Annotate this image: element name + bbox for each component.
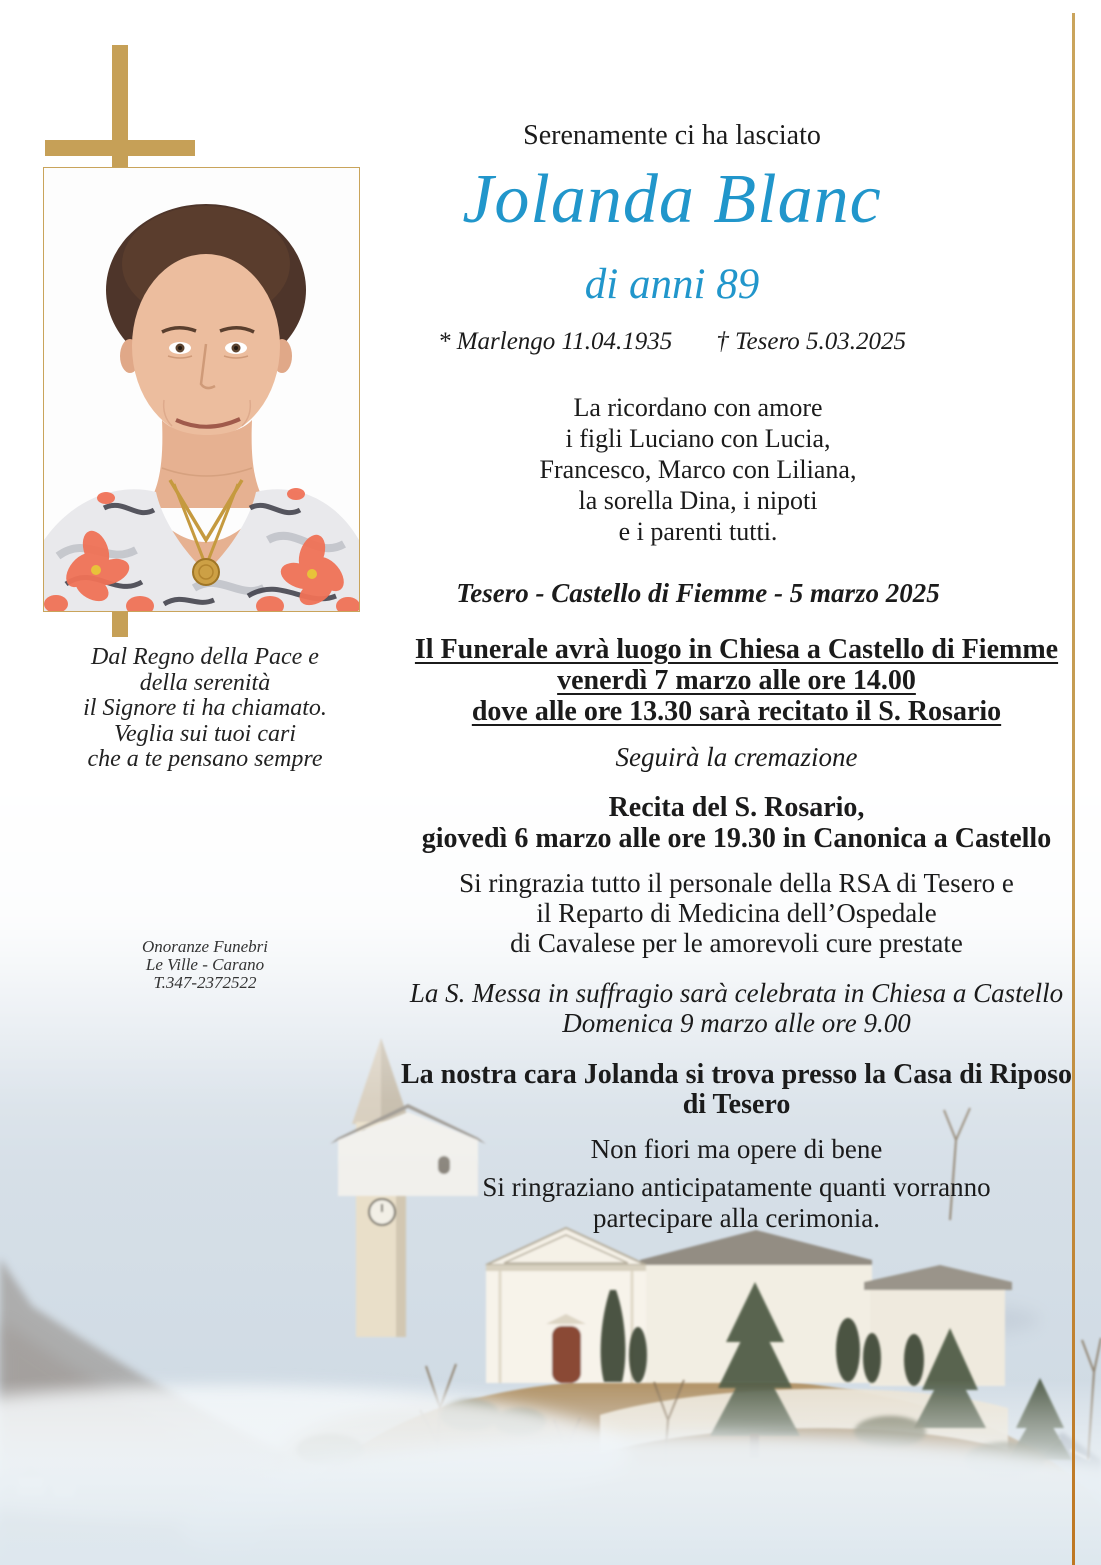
death-date: † Tesero 5.03.2025 <box>716 328 907 355</box>
participation-paragraph <box>400 1172 1073 1234</box>
mass-details <box>400 978 1073 1038</box>
mass-line: La S. Messa in suffragio sarà celebrata in Chiesa a Castello <box>409 978 1064 1008</box>
participation-line: partecipare alla cerimonia. <box>592 1203 881 1233</box>
funeral-home-location: Le Ville - Carano <box>145 955 265 974</box>
verse-line: Veglia sui tuoi cari <box>114 720 296 747</box>
verse-line: che a te pensano sempre <box>87 746 323 772</box>
funeral-details <box>400 634 1073 727</box>
mass-line: Domenica 9 marzo alle ore 9.00 <box>562 1008 911 1038</box>
funeral-home-name: Onoranze Funebri <box>141 937 269 956</box>
announcement-line: Tesero - Castello di Fiemme - 5 marzo 2025 <box>456 578 940 608</box>
family-line: e i parenti tutti. <box>618 517 778 546</box>
deceased-name: Jolanda Blanc <box>462 161 882 238</box>
funeral-line: dove alle ore 13.30 sarà recitato il S. Rosario <box>471 696 1002 727</box>
funeral-line: Il Funerale avrà luogo in Chiesa a Castello di Fiemme <box>414 634 1059 665</box>
birth-death-dates <box>272 328 1072 356</box>
verse-line: Dal Regno della Pace e <box>91 644 319 670</box>
memorial-verse <box>50 645 360 773</box>
verse-line: il Signore ti ha chiamato. <box>83 695 327 721</box>
resting-place-line: La nostra cara Jolanda si trova presso la Casa di Riposo <box>400 1059 1073 1090</box>
resting-place <box>400 1060 1073 1120</box>
no-flowers-line: Non fiori ma opere di bene <box>590 1134 883 1164</box>
family-line: la sorella Dina, i nipoti <box>578 486 818 515</box>
age-line: di anni 89 <box>584 261 760 308</box>
participation-line: Si ringraziano anticipatamente quanti vorranno <box>482 1172 991 1202</box>
cross-icon <box>45 140 195 156</box>
rosary-line: Recita del S. Rosario, <box>608 792 865 823</box>
thanks-line: di Cavalese per le amorevoli cure prestate <box>510 928 963 958</box>
verse-line: della serenità <box>139 669 271 696</box>
intro-line: Serenamente ci ha lasciato <box>523 120 821 151</box>
rosary-details <box>400 792 1073 854</box>
resting-place-line: di Tesero <box>682 1089 791 1120</box>
thanks-line: il Reparto di Medicina dell’Ospedale <box>536 898 937 928</box>
funeral-home-info <box>105 938 305 992</box>
accent-vertical-line <box>1072 13 1075 1565</box>
family-line: i figli Luciano con Lucia, <box>565 424 831 453</box>
funeral-line: venerdì 7 marzo alle ore 14.00 <box>557 665 916 696</box>
funeral-home-phone: T.347-2372522 <box>153 973 257 992</box>
thanks-paragraph <box>400 868 1073 958</box>
family-line: Francesco, Marco con Liliana, <box>539 455 857 484</box>
birth-date: * Marlengo 11.04.1935 <box>437 328 673 355</box>
rosary-line: giovedì 6 marzo alle ore 19.30 in Canonica a Castello <box>421 823 1052 854</box>
cremation-line: Seguirà la cremazione <box>615 742 858 772</box>
family-line: La ricordano con amore <box>573 393 823 422</box>
thanks-line: Si ringrazia tutto il personale della RSA di Tesero e <box>459 868 1014 898</box>
family-paragraph <box>298 392 1098 547</box>
